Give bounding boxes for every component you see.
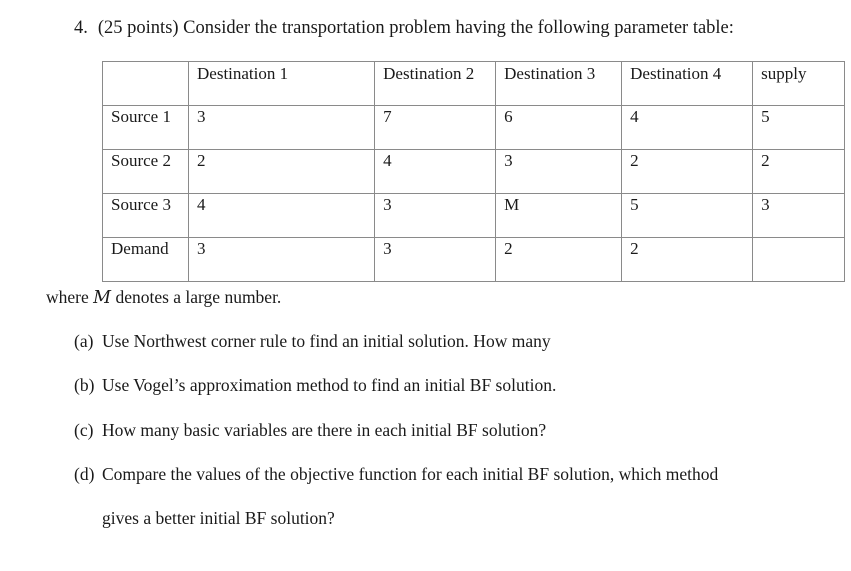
table-header-cell: Destination 1 [189,62,375,106]
table-cell: 6 [496,106,622,150]
table-cell: Source 1 [103,106,189,150]
part-text: Use Northwest corner rule to find an initial solution. How many [102,331,551,351]
table-cell: M [496,194,622,238]
part-label: (c) [74,420,94,440]
table-row [103,150,845,194]
table-cell: 4 [189,194,375,238]
table-cell: Demand [103,238,189,282]
table-cell: Source 3 [103,194,189,238]
large-number-note: where M denotes a large number. [46,287,282,308]
table-cell: 5 [753,106,845,150]
table-cell: 4 [622,106,753,150]
part-text: Use Vogel’s approximation method to find an initial BF solution. [102,375,557,395]
question-number: 4. [74,18,88,38]
table-cell: 3 [375,194,496,238]
table-cell: 3 [375,238,496,282]
table-cell [753,238,845,282]
table-cell: 4 [375,150,496,194]
question-heading [74,18,734,39]
table-header-cell: Destination 4 [622,62,753,106]
part-b [74,375,556,396]
parameter-table [102,61,845,282]
table-cell: 3 [496,150,622,194]
table-cell: 2 [753,150,845,194]
symbol-m: M [93,288,112,308]
table-cell: 2 [622,238,753,282]
table-cell: 5 [622,194,753,238]
table-cell: 7 [375,106,496,150]
table-row [103,106,845,150]
table-cell: 2 [622,150,753,194]
table-header-cell: Destination 3 [496,62,622,106]
part-text: Compare the values of the objective function for each initial BF solution, which method [102,464,719,484]
part-d [74,464,718,485]
table-row [103,194,845,238]
part-d-continuation: gives a better initial BF solution? [102,508,335,528]
table-cell: 2 [496,238,622,282]
table-header-cell: Destination 2 [375,62,496,106]
table-header-row [103,62,845,106]
part-label: (d) [74,464,95,484]
table-row [103,238,845,282]
table-cell: 3 [189,238,375,282]
table-cell: 2 [189,150,375,194]
table-cell: 3 [753,194,845,238]
table-cell: 3 [189,106,375,150]
table-header-cell [103,62,189,106]
part-a [74,331,551,352]
part-c [74,420,546,441]
part-label: (b) [74,375,95,395]
part-label: (a) [74,331,94,351]
question-text: (25 points) Consider the transportation problem having the following parameter table: [97,18,734,38]
table-header-cell: supply [753,62,845,106]
table-cell: Source 2 [103,150,189,194]
part-text: How many basic variables are there in each initial BF solution? [102,420,547,440]
